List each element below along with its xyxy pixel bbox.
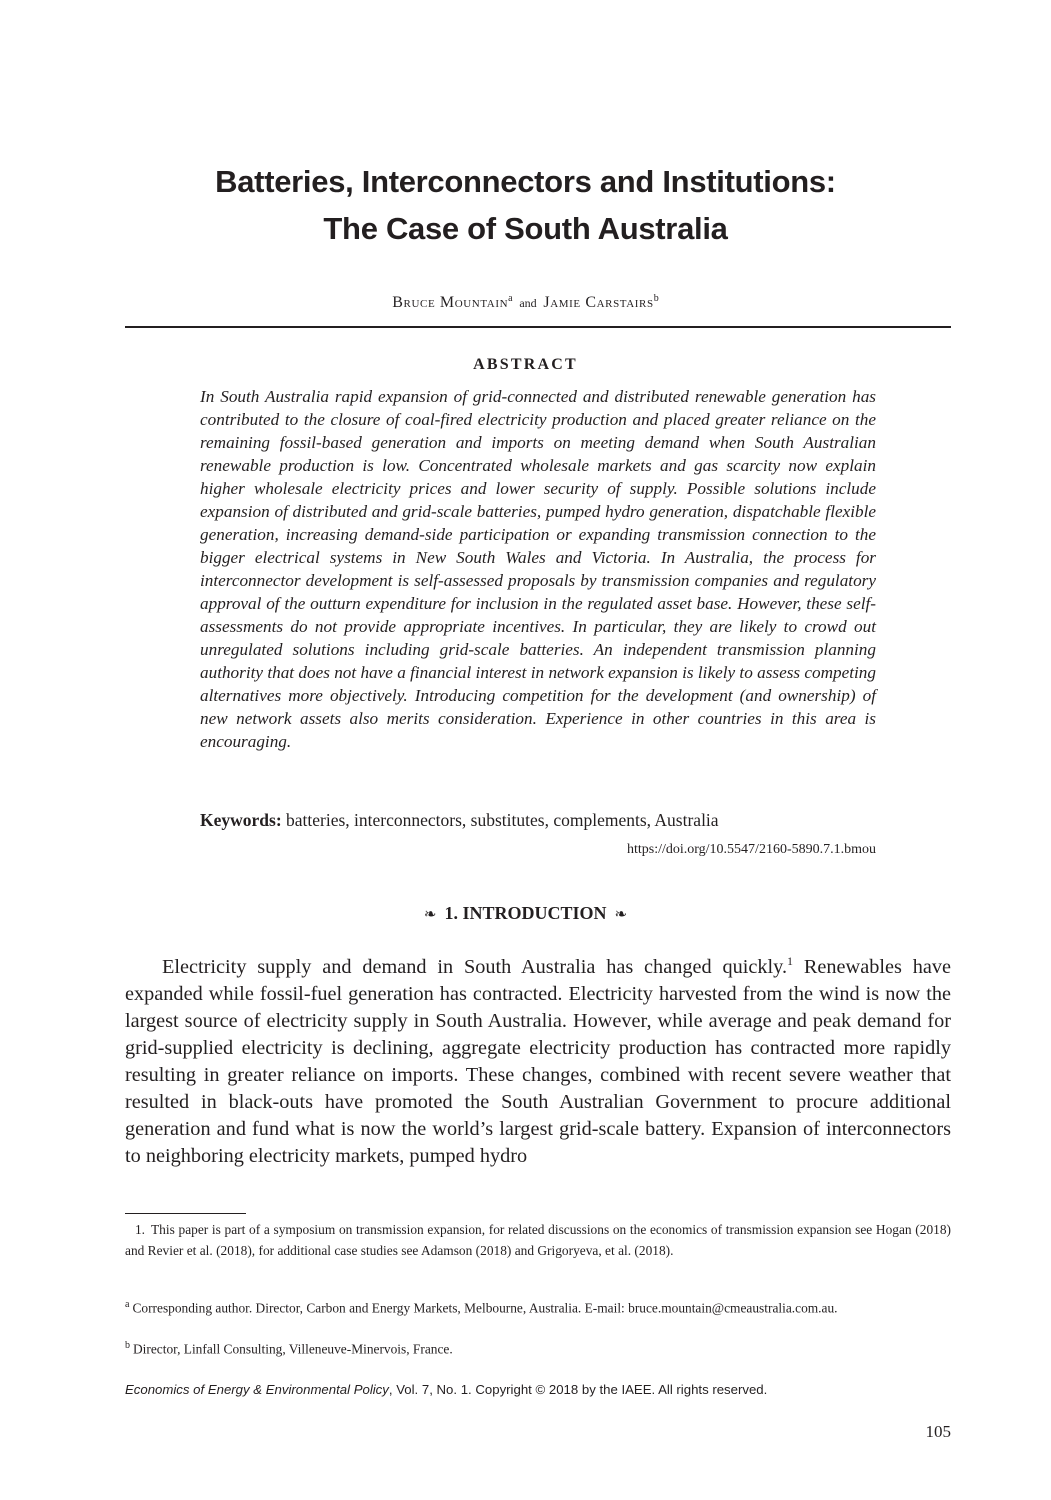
author-1-name: Bruce Mountain [392,294,509,311]
page-number: 105 [925,1422,951,1441]
keywords-value: batteries, interconnectors, substitutes, complements, Australia [286,810,719,830]
footnote-1-text: This paper is part of a symposium on transmission expansion, for related discussions on the economics of transmission expansion see Hogan (2018) and Revier et al. (2018), for additional case studies see Adamson (2018) and Grigoryeva, et al. (2018). [125,1222,951,1258]
footnote-ref-1[interactable]: 1 [787,954,794,969]
ornament-left-icon: ❧ [423,907,437,923]
journal-details: , Vol. 7, No. 1. Copyright © 2018 by the IAEE. All rights reserved. [388,1382,768,1397]
journal-citation [125,1382,951,1397]
footnote-b-mark: b [125,1340,130,1351]
abstract-heading: ABSTRACT [473,356,578,373]
section-title: 1. INTRODUCTION [444,903,607,923]
section-heading [0,903,1051,924]
keywords-label: Keywords: [200,810,282,830]
footnote-author-b [125,1335,951,1359]
intro-text-part-1: Electricity supply and demand in South Australia has changed quickly. [162,956,788,978]
doi-link[interactable]: https://doi.org/10.5547/2160-5890.7.1.bmou [626,842,876,857]
footnote-b-text: Director, Linfall Consulting, Villeneuve-Minervois, France. [133,1341,453,1357]
keywords-line [200,808,876,832]
intro-paragraph [125,954,951,1170]
author-2-affiliation-mark: b [653,293,659,304]
footnote-a-text: Corresponding author. Director, Carbon and Energy Markets, Melbourne, Australia. E-mail: bruce.mountain@cmeaustralia.com.au. [132,1300,838,1316]
title-line-1: Batteries, Interconnectors and Institutions: [215,164,836,199]
footnote-a-mark: a [125,1299,130,1310]
author-1-affiliation-mark: a [508,293,513,304]
ornament-right-icon: ❧ [614,907,628,923]
author-line [0,293,1051,312]
header-divider [125,326,951,328]
paper-title [0,158,1051,252]
author-conjunction: and [519,296,537,310]
journal-name: Economics of Energy & Environmental Policy [125,1382,389,1397]
footnote-author-a [125,1294,951,1318]
footnote-1 [125,1219,951,1261]
footnote-divider [125,1213,246,1214]
author-2-name: Jamie Carstairs [543,294,654,311]
title-line-2: The Case of South Australia [323,211,728,246]
abstract-text: In South Australia rapid expansion of grid-connected and distributed renewable generation has contributed to the closure of coal-fired electricity production and placed greater reliance on the remaining fossil-based generation and imports on meeting demand when South Australian renewable production is low. Concentrated wholesale markets and gas scarcity now explain higher wholesale electricity prices and lower security of supply. Possible solutions include expansion of distributed and grid-scale batteries, pumped hydro generation, dispatchable flexible generation, increasing demand-side participation or expanding transmission connection to the bigger electrical systems in New South Wales and Victoria. In Australia, the process for interconnector development is self-assessed proposals by transmission companies and regulatory approval of the outturn expenditure for inclusion in the regulated asset base. However, these self-assessments do not provide appropriate incentives. In particular, they are likely to crowd out unregulated solutions including grid-scale batteries. An independent transmission planning authority that does not have a financial interest in network expansion is likely to assess competing alternatives more objectively. Introducing competition for the development (and ownership) of new network assets also merits consideration. Experience in other countries in this area is encouraging. [200,387,876,751]
footnote-1-number: 1. [134,1222,145,1237]
intro-text-part-2: Renewables have expanded while fossil-fuel generation has contracted. Electricity harvested from the wind is now the largest source of electricity supply in South Australia. However, while average and peak demand for grid-supplied electricity is declining, aggregate electricity production has contracted more rapidly resulting in greater reliance on imports. These changes, combined with recent severe weather that resulted in black-outs have promoted the South Australian Government to procure additional generation and fund what is now the world’s largest grid-scale battery. Expansion of interconnectors to neighboring electricity markets, pumped hydro [125,956,951,1167]
